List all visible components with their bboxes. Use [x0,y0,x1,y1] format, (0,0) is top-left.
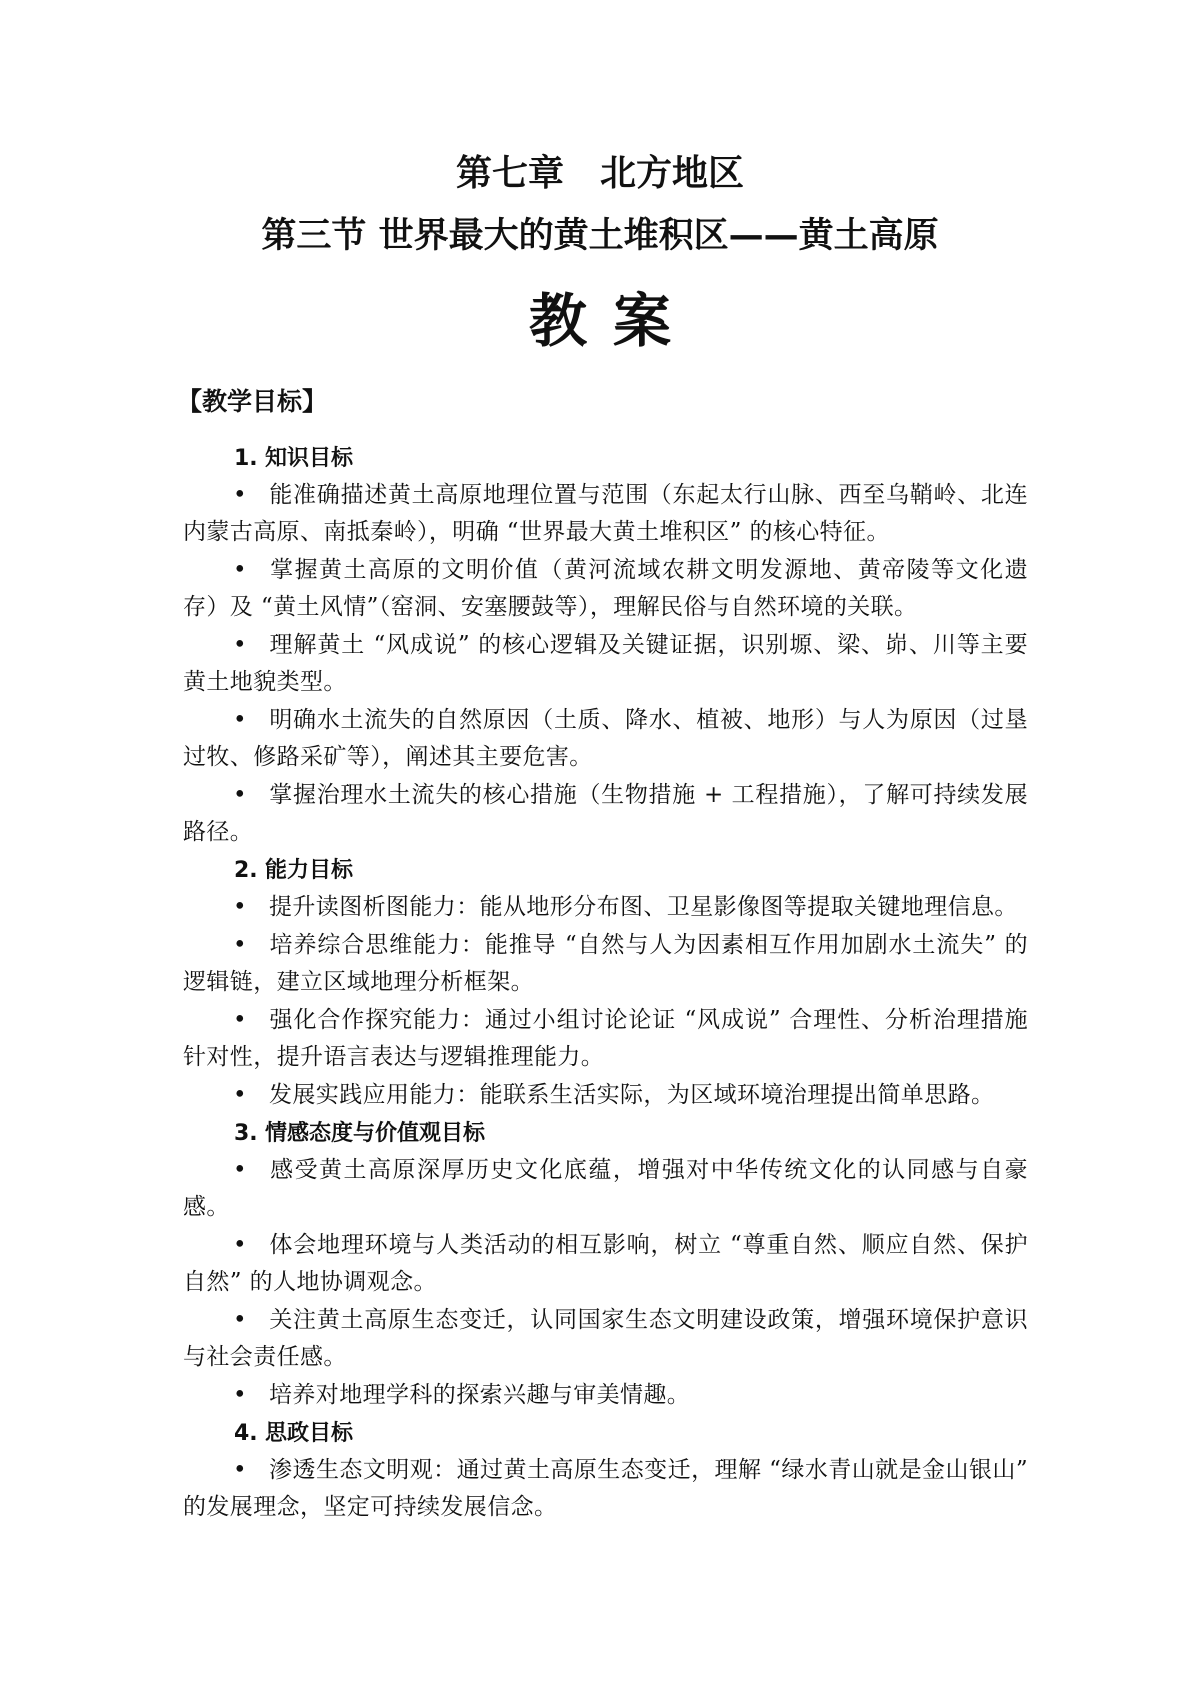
list-item [183,889,1028,926]
objective-heading-values [234,1115,1028,1152]
teaching-objectives-heading: 【教学目标】 [177,387,328,416]
objective-title: 知识目标 [265,446,354,471]
bullet-icon: • [233,1007,247,1033]
list-item [183,702,1028,776]
list-item [183,627,1028,701]
bullet-icon: • [233,1382,247,1408]
bullet-icon: • [233,1457,247,1483]
objective-title: 情感态度与价值观目标 [265,1121,486,1146]
bullet-icon: • [233,632,247,658]
list-item [183,1377,1028,1414]
bullet-icon: • [233,782,247,808]
bullet-icon: • [233,1232,247,1258]
bullet-icon: • [233,894,247,920]
list-item [183,1077,1028,1114]
bullet-icon: • [233,1307,247,1333]
objective-title: 思政目标 [265,1421,354,1446]
objective-number: 2. [234,858,258,883]
list-item-text: 体会地理环境与人类活动的相互影响，树立 “尊重自然、顺应自然、保护自然” 的人地协调观念。 [183,1232,1028,1295]
bullet-icon: • [233,1082,247,1108]
list-item [183,1302,1028,1376]
list-item [183,1152,1028,1226]
objective-number: 4. [234,1421,258,1446]
document-type-title: 教案 [528,287,697,355]
objective-heading-ability [234,852,1028,889]
bullet-icon: • [233,557,247,583]
bullet-icon: • [233,707,247,733]
bullet-icon: • [233,1157,247,1183]
list-item-text: 培养综合思维能力：能推导 “自然与人为因素相互作用加剧水土流失” 的逻辑链，建立区域地理分析框架。 [183,932,1028,995]
section-title: 第三节 世界最大的黄土堆积区——黄土高原 [261,216,939,256]
list-item-text: 明确水土流失的自然原因（土质、降水、植被、地形）与人为原因（过垦过牧、修路采矿等），阐述其主要危害。 [183,707,1028,770]
list-item-text: 关注黄土高原生态变迁，认同国家生态文明建设政策，增强环境保护意识与社会责任感。 [183,1307,1028,1370]
objective-number: 1. [234,446,258,471]
list-item-text: 渗透生态文明观：通过黄土高原生态变迁，理解 “绿水青山就是金山银山” 的发展理念，坚定可持续发展信念。 [183,1457,1028,1520]
objective-heading-ideological [234,1415,1028,1452]
objective-heading-knowledge [234,440,1028,477]
list-item-text: 掌握黄土高原的文明价值（黄河流域农耕文明发源地、黄帝陵等文化遗存）及 “黄土风情”（窑洞、安塞腰鼓等），理解民俗与自然环境的关联。 [183,557,1028,620]
list-item [183,477,1028,551]
objective-number: 3. [234,1121,258,1146]
list-item-text: 发展实践应用能力：能联系生活实际，为区域环境治理提出简单思路。 [269,1082,995,1108]
list-item-text: 强化合作探究能力：通过小组讨论论证 “风成说” 合理性、分析治理措施针对性，提升语言表达与逻辑推理能力。 [183,1007,1028,1070]
bullet-icon: • [233,932,247,958]
list-item-text: 感受黄土高原深厚历史文化底蕴，增强对中华传统文化的认同感与自豪感。 [183,1157,1028,1220]
list-item-text: 能准确描述黄土高原地理位置与范围（东起太行山脉、西至乌鞘岭、北连内蒙古高原、南抵秦岭），明确 “世界最大黄土堆积区” 的核心特征。 [183,482,1028,545]
objective-title: 能力目标 [265,858,354,883]
list-item-text: 提升读图析图能力：能从地形分布图、卫星影像图等提取关键地理信息。 [269,894,1018,920]
list-item [183,552,1028,626]
bullet-icon: • [233,482,247,508]
list-item [183,777,1028,851]
document-body [177,382,1028,1527]
list-item [183,1227,1028,1301]
list-item-text: 培养对地理学科的探索兴趣与审美情趣。 [269,1382,691,1408]
list-item [183,927,1028,1001]
chapter-title: 第七章 北方地区 [455,153,744,194]
list-item-text: 理解黄土 “风成说” 的核心逻辑及关键证据，识别塬、梁、峁、川等主要黄土地貌类型。 [183,632,1028,695]
list-item [183,1002,1028,1076]
list-item [183,1452,1028,1526]
list-item-text: 掌握治理水土流失的核心措施（生物措施 + 工程措施），了解可持续发展路径。 [183,782,1028,845]
